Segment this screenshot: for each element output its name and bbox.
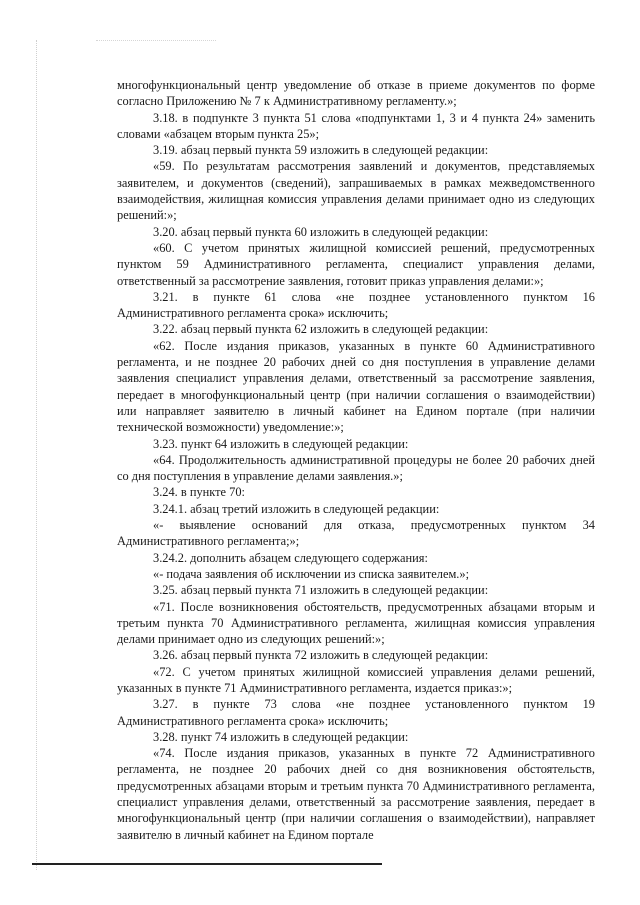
paragraph: 3.19. абзац первый пункта 59 изложить в следующей редакции:: [153, 143, 489, 158]
paragraph: 3.24.2. дополнить абзацем следующего содержания:: [153, 550, 428, 565]
paragraph: многофункциональный центр уведомление об отказе в приеме документов по форме согласно Приложению № 7 к Административному регламенту.»;: [117, 78, 595, 109]
paragraph: 3.28. пункт 74 изложить в следующей редакции:: [153, 729, 409, 744]
paragraph: «71. После возникновения обстоятельств, предусмотренных абзацами вторым и третьим пункта 70 Административного регламента, жилищная комиссия управления делами принимает одно из следующих решений:»;: [117, 599, 595, 647]
paragraph: 3.24.1. абзац третий изложить в следующей редакции:: [153, 501, 440, 516]
paragraph: 3.23. пункт 64 изложить в следующей редакции:: [153, 436, 409, 451]
paragraph: 3.22. абзац первый пункта 62 изложить в следующей редакции:: [153, 322, 489, 337]
scan-top-marks: [96, 40, 216, 42]
paragraph: 3.26. абзац первый пункта 72 изложить в следующей редакции:: [153, 648, 489, 663]
paragraph: «- выявление оснований для отказа, предусмотренных пунктом 34 Административного регламента;»;: [117, 518, 595, 549]
paragraph: «72. С учетом принятых жилищной комиссией управления делами решений, указанных в пункте 71 Административного регламента, издается приказ:»;: [117, 664, 595, 695]
paragraph: «74. После издания приказов, указанных в пункте 72 Административного регламента, не позднее 20 рабочих дней со дня возникновения обстоятельств, предусмотренных абзацами вторым и третьим пункта 70 Административного регламента, специалист управления делами, ответственный за рассмотрение заявления, передает в многофункциональный центр (при наличии соглашения о взаимодействии), направляет заявителю в личный кабинет на Едином портале: [117, 746, 595, 842]
paragraph: 3.21. в пункте 61 слова «не позднее установленного пунктом 16 Административного регламента срока» исключить;: [117, 289, 595, 321]
document-body: [117, 77, 595, 843]
paragraph: «- подача заявления об исключении из списка заявителем.»;: [153, 566, 470, 581]
footer-rule: [32, 863, 382, 865]
paragraph: 3.20. абзац первый пункта 60 изложить в следующей редакции:: [153, 224, 489, 239]
paragraph: «64. Продолжительность административной процедуры не более 20 рабочих дней со дня поступления в управление делами заявления.»;: [117, 452, 595, 484]
paragraph: «59. По результатам рассмотрения заявлений и документов, представляемых заявителем, и документов (сведений), запрашиваемых в рамках межведомственного взаимодействия, жилищная комиссия управления делами принимает одно из следующих решений:»;: [117, 159, 595, 223]
paragraph: «60. С учетом принятых жилищной комиссией решений, предусмотренных пунктом 59 Административного регламента, специалист управления делами, ответственный за рассмотрение заявления, готовит приказ управления делами:»;: [117, 240, 595, 288]
paragraph: 3.18. в подпункте 3 пункта 51 слова «подпунктами 1, 3 и 4 пункта 24» заменить словами «абзацем вторым пункта 25»;: [117, 110, 595, 141]
paragraph: 3.27. в пункте 73 слова «не позднее установленного пунктом 19 Административного регламента срока» исключить;: [117, 697, 595, 728]
paragraph: 3.24. в пункте 70:: [153, 485, 245, 500]
scan-edge-marks: [36, 40, 39, 870]
paragraph: 3.25. абзац первый пункта 71 изложить в следующей редакции:: [153, 583, 489, 598]
paragraph: «62. После издания приказов, указанных в пункте 60 Административного регламента, и не позднее 20 рабочих дней со дня поступления в управление делами заявления специалист управления делами, ответственный за рассмотрение заявления, передает в многофункциональный центр (при наличии соглашения о взаимодействии) или направляет заявителю в личный кабинет на Едином портале (при наличии технической возможности) уведомление:»;: [117, 338, 595, 435]
